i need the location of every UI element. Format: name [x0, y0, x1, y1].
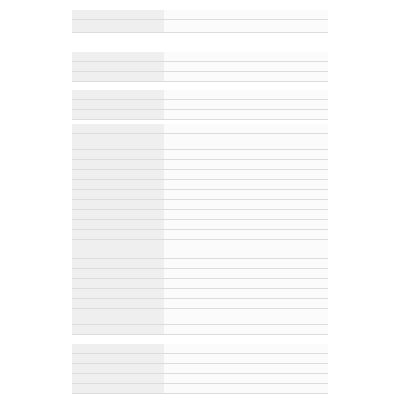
row-key [72, 160, 164, 170]
row-value [164, 344, 328, 354]
row-value [164, 210, 328, 220]
table-row [72, 170, 328, 180]
row-key [72, 200, 164, 210]
row-value [164, 150, 328, 160]
row-value [164, 374, 328, 384]
row-key [72, 190, 164, 200]
row-key [72, 110, 164, 120]
row-key [72, 325, 164, 335]
interface-table [72, 249, 328, 335]
row-key [72, 52, 164, 62]
table-row [72, 100, 328, 110]
table-row [72, 344, 328, 354]
row-value [164, 249, 328, 259]
table-row [72, 374, 328, 384]
table-row [72, 200, 328, 210]
zoom-table [72, 124, 328, 170]
row-value [164, 299, 328, 309]
row-value [164, 52, 328, 62]
row-value [164, 124, 328, 134]
table-row [72, 124, 328, 134]
table-row [72, 364, 328, 374]
table-row [72, 150, 328, 160]
table-row [72, 160, 328, 170]
body-table [72, 344, 328, 394]
table-row [72, 134, 328, 150]
row-value [164, 134, 328, 150]
row-value [164, 200, 328, 210]
row-key [72, 20, 164, 33]
table-row [72, 72, 328, 82]
table-row [72, 299, 328, 309]
row-key [72, 150, 164, 160]
row-key [72, 170, 164, 180]
lens-table [72, 90, 328, 120]
row-value [164, 354, 328, 364]
table-row [72, 90, 328, 100]
row-value [164, 240, 328, 250]
row-key [72, 289, 164, 299]
table-row [72, 279, 328, 289]
table-row [72, 52, 328, 62]
table-row [72, 190, 328, 200]
row-value [164, 259, 328, 269]
spec-page [72, 0, 328, 400]
table-row [72, 180, 328, 190]
row-key [72, 364, 164, 374]
table-row [72, 210, 328, 220]
row-value [164, 230, 328, 240]
row-value [164, 364, 328, 374]
sensor-table [72, 52, 328, 82]
table-row [72, 325, 328, 335]
table-row [72, 62, 328, 72]
row-key [72, 354, 164, 364]
row-key [72, 90, 164, 100]
row-value [164, 180, 328, 190]
table-row [72, 354, 328, 364]
row-value [164, 220, 328, 230]
table-row [72, 230, 328, 240]
table-row [72, 269, 328, 279]
row-key [72, 230, 164, 240]
table-row [72, 259, 328, 269]
row-key [72, 62, 164, 72]
row-value [164, 289, 328, 299]
row-value [164, 72, 328, 82]
row-key [72, 124, 164, 134]
row-key [72, 299, 164, 309]
row-key [72, 210, 164, 220]
row-value [164, 10, 328, 20]
row-key [72, 72, 164, 82]
row-value [164, 160, 328, 170]
row-key [72, 269, 164, 279]
row-value [164, 62, 328, 72]
table-row [72, 220, 328, 230]
row-key [72, 344, 164, 354]
row-key [72, 220, 164, 230]
row-key [72, 309, 164, 325]
table-row [72, 10, 328, 20]
table-row [72, 384, 328, 394]
table-row [72, 309, 328, 325]
row-key [72, 249, 164, 259]
row-value [164, 90, 328, 100]
table-row [72, 249, 328, 259]
table-row [72, 240, 328, 250]
row-key [72, 134, 164, 150]
row-value [164, 190, 328, 200]
table-row [72, 20, 328, 33]
row-key [72, 100, 164, 110]
row-value [164, 170, 328, 180]
row-value [164, 110, 328, 120]
row-key [72, 240, 164, 250]
table-row [72, 110, 328, 120]
row-key [72, 180, 164, 190]
row-key [72, 10, 164, 20]
row-value [164, 269, 328, 279]
row-value [164, 384, 328, 394]
row-value [164, 325, 328, 335]
row-value [164, 20, 328, 33]
row-key [72, 279, 164, 289]
table-row [72, 289, 328, 299]
row-key [72, 374, 164, 384]
overview-table [72, 10, 328, 33]
row-value [164, 100, 328, 110]
row-key [72, 384, 164, 394]
row-value [164, 279, 328, 289]
row-key [72, 259, 164, 269]
row-value [164, 309, 328, 325]
